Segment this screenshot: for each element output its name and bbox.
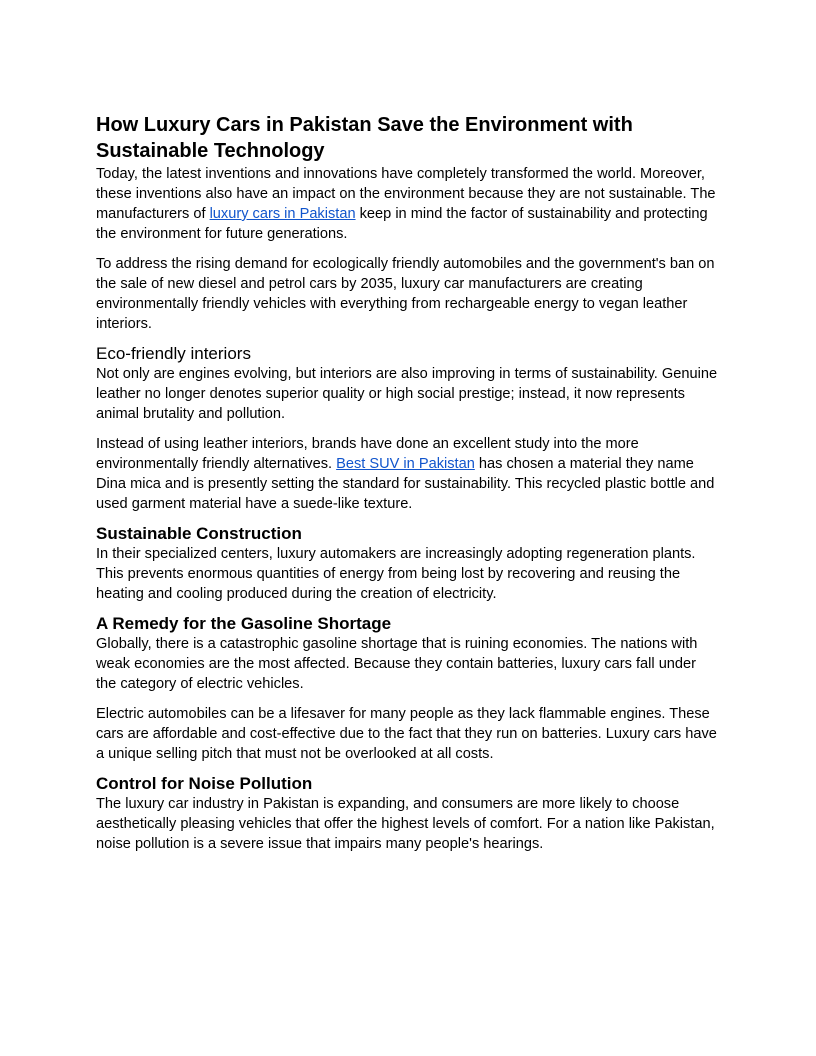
luxury-cars-link[interactable]: luxury cars in Pakistan xyxy=(209,206,356,222)
section-heading-noise-pollution: Control for Noise Pollution xyxy=(96,774,313,793)
intro-paragraph-2: To address the rising demand for ecologically friendly automobiles and the government's ban on the sale of new diesel and petrol cars by 2035, luxury car manufacturers are creating environmentally friendly vehicles with everything from rechargeable energy to vegan leather interiors. xyxy=(96,256,715,332)
section-heading-gasoline-shortage: A Remedy for the Gasoline Shortage xyxy=(96,614,392,633)
best-suv-link[interactable]: Best SUV in Pakistan xyxy=(336,456,475,472)
intro-p1-text-start: Today, the latest inventions and innovations have completely transformed the world. Moreover, these inventions also have an impact on the environment because they are not sustainable. The manufacturers of xyxy=(96,166,716,222)
intro-paragraph-1 xyxy=(96,164,720,244)
noise-paragraph-1: The luxury car industry in Pakistan is expanding, and consumers are more likely to choose aesthetically pleasing vehicles that offer the highest levels of comfort. For a nation like Pakistan, noise pollution is a severe issue that impairs many people's hearings. xyxy=(96,796,715,852)
eco-paragraph-1: Not only are engines evolving, but interiors are also improving in terms of sustainability. Genuine leather no longer denotes superior quality or high social prestige; instead, it now represents animal brutality and pollution. xyxy=(96,366,718,422)
article-title: How Luxury Cars in Pakistan Save the Environment with Sustainable Technology xyxy=(96,114,633,162)
construction-paragraph-1: In their specialized centers, luxury automakers are increasingly adopting regeneration plants. This prevents enormous quantities of energy from being lost by recovering and reusing the heating and cooling produced during the creation of electricity. xyxy=(96,546,696,602)
eco-p2-text-end: has chosen a material they name Dina mica and is presently setting the standard for sustainability. This recycled plastic bottle and used garment material have a suede-like texture. xyxy=(96,456,715,512)
document-page xyxy=(96,112,720,854)
section-heading-sustainable-construction: Sustainable Construction xyxy=(96,524,302,543)
intro-p1-text-end: keep in mind the factor of sustainability and protecting the environment for future generations. xyxy=(96,206,708,242)
section-heading-eco-interiors: Eco-friendly interiors xyxy=(96,344,251,363)
eco-paragraph-2 xyxy=(96,434,720,514)
gasoline-paragraph-2: Electric automobiles can be a lifesaver for many people as they lack flammable engines. These cars are affordable and cost-effective due to the fact that they run on batteries. Luxury cars have a unique selling pitch that must not be overlooked at all costs. xyxy=(96,706,717,762)
gasoline-paragraph-1: Globally, there is a catastrophic gasoline shortage that is ruining economies. The nations with weak economies are the most affected. Because they contain batteries, luxury cars fall under the category of electric vehicles. xyxy=(96,636,698,692)
eco-p2-text-start: Instead of using leather interiors, brands have done an excellent study into the more environmentally friendly alternatives. xyxy=(96,436,639,472)
